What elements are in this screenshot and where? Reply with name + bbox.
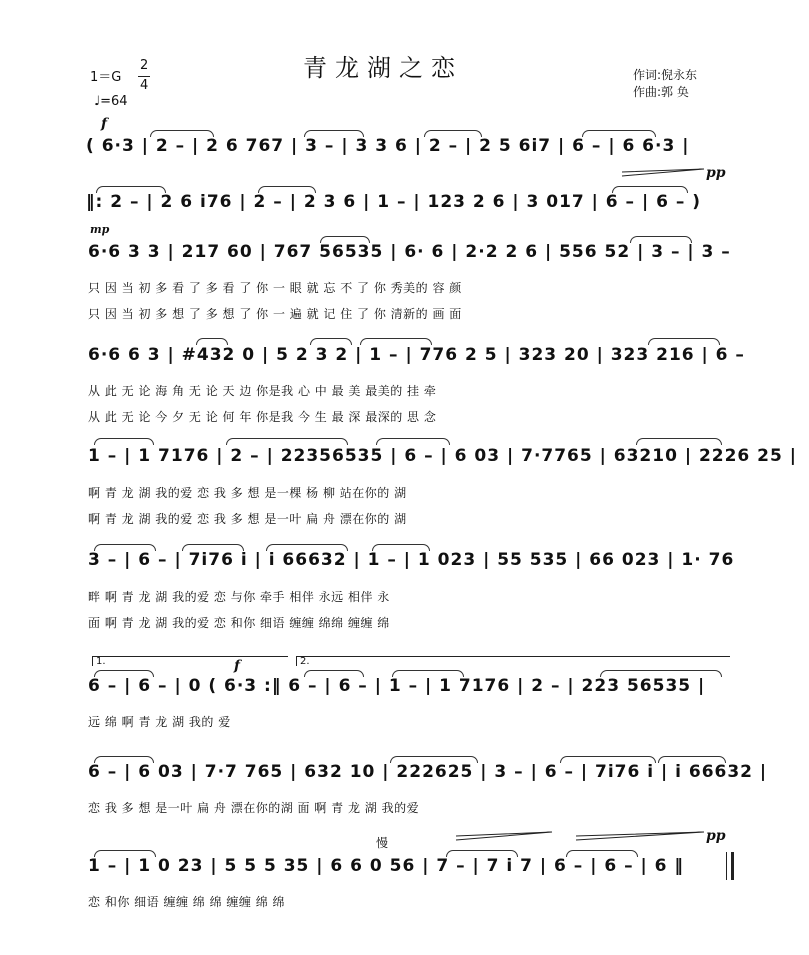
key-signature: 1＝G [90, 70, 122, 85]
lyric-row-6: 啊 青 龙 湖 我的爱 恋 我 多 想 是一叶 扁 舟 漂在你的 湖 [88, 512, 407, 526]
music-row-7: 6 – | 6 – | 0 ( 6·3 :‖ 6 – | 6 – | 1 – | 1 7176 | 2 – | 223 56535 | [88, 676, 706, 696]
music-row-9: 1 – | 1 0 23 | 5 5 5 35 | 6 6 0 56 | 7 – | 7 i 7 | 6 – | 6 – | 6 ‖ [88, 856, 684, 876]
lyric-row-5: 啊 青 龙 湖 我的爱 恋 我 多 想 是一棵 杨 柳 站在你的 湖 [88, 486, 407, 500]
music-row-8: 6 – | 6 03 | 7·7 765 | 632 10 | 222625 | 3 – | 6 – | 7i76 i | i 66632 | [88, 762, 768, 782]
music-row-6: 3 – | 6 – | 7i76 i | i 66632 | 1 – | 1 023 | 55 535 | 66 023 | 1· 76 [88, 550, 735, 570]
music-row-4: 6·6 6 3 | #432 0 | 5 2 3 2 | 1 – | 776 2 5 | 323 20 | 323 216 | 6 – [88, 345, 745, 365]
dynamic-pianissimo: pp [706, 165, 726, 181]
music-row-3: 6·6 3 3 | 217 60 | 767 56535 | 6· 6 | 2·2 2 6 | 556 52 | 3 – | 3 – [88, 242, 731, 262]
lyric-row-8: 面 啊 青 龙 湖 我的爱 恋 和你 细语 缠缠 绵绵 缠缠 绵 [88, 616, 390, 630]
music-row-5: 1 – | 1 7176 | 2 – | 22356535 | 6 – | 6 03 | 7·7765 | 63210 | 2226 25 | [88, 446, 797, 466]
music-row-1: ( 6·3 | 2 – | 2 6 767 | 3 – | 3 3 6 | 2 – | 2 5 6i7 | 6 – | 6 6·3 | [86, 136, 690, 156]
time-signature-top: 2 [140, 58, 149, 73]
lyric-row-2: 只 因 当 初 多 想 了 多 想 了 你 一 遍 就 记 住 了 你 清新的 画 面 [88, 307, 462, 321]
dynamic-forte: f [101, 116, 108, 132]
lyricist-credit: 作词:倪永东 [633, 68, 698, 82]
tempo-marking: ♩=64 [94, 94, 128, 109]
lyric-row-3: 从 此 无 论 海 角 无 论 天 边 你是我 心 中 最 美 最美的 挂 牵 [88, 384, 437, 398]
dynamic-forte-2: f [234, 658, 241, 674]
final-barline-thin [726, 852, 727, 880]
dynamic-pianissimo-2: pp [706, 828, 726, 844]
time-signature-bottom: 4 [140, 78, 149, 93]
dynamic-mezzo-piano: mp [90, 223, 110, 236]
volta-second-label: 2. [300, 656, 310, 667]
page-title: 青龙湖之恋 [303, 54, 463, 82]
lyric-row-11: 恋 和你 细语 缠缠 绵 绵 缠缠 绵 绵 [88, 895, 286, 909]
lyric-row-10: 恋 我 多 想 是一叶 扁 舟 漂在你的湖 面 啊 青 龙 湖 我的爱 [88, 801, 420, 815]
lyric-row-7: 畔 啊 青 龙 湖 我的爱 恋 与你 牵手 相伴 永远 相伴 永 [88, 590, 390, 604]
lyric-row-9: 远 绵 啊 青 龙 湖 我的 爱 [88, 715, 231, 729]
composer-credit: 作曲:郭 奂 [633, 85, 689, 99]
tempo-slow-marking: 慢 [376, 836, 389, 850]
lyric-row-1: 只 因 当 初 多 看 了 多 看 了 你 一 眼 就 忘 不 了 你 秀美的 容 颜 [88, 281, 462, 295]
lyric-row-4: 从 此 无 论 今 夕 无 论 何 年 你是我 今 生 最 深 最深的 思 念 [88, 410, 437, 424]
final-barline-thick [731, 852, 734, 880]
volta-first-label: 1. [96, 656, 106, 667]
music-row-2: ‖: 2 – | 2 6 i76 | 2 – | 2 3 6 | 1 – | 123 2 6 | 3 017 | 6 – | 6 – ) [86, 192, 702, 212]
